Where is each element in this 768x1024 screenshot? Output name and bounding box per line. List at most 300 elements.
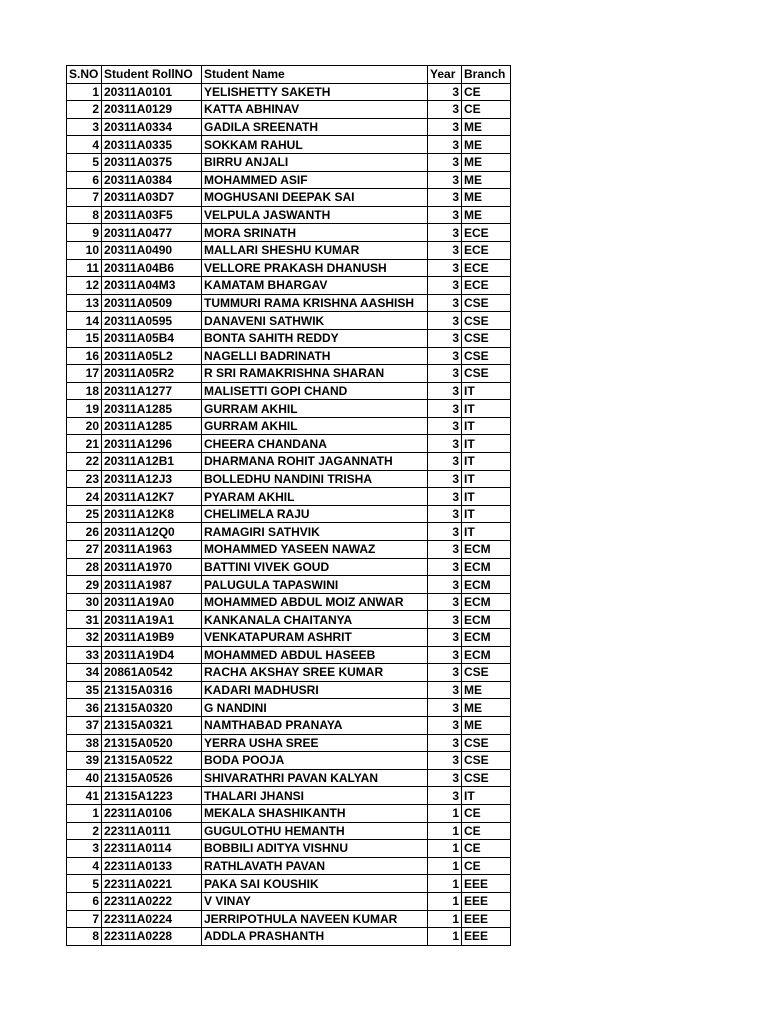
cell-student-name: MEKALA SHASHIKANTH — [202, 804, 428, 822]
cell-student-name: BOBBILI ADITYA VISHNU — [202, 840, 428, 858]
cell-branch: ME — [462, 699, 511, 717]
cell-student-name: R SRI RAMAKRISHNA SHARAN — [202, 365, 428, 383]
header-sno: S.NO — [67, 66, 102, 84]
cell-branch: IT — [462, 382, 511, 400]
cell-roll-no: 20311A1285 — [102, 417, 202, 435]
cell-student-name: BATTINI VIVEK GOUD — [202, 558, 428, 576]
cell-sno: 40 — [67, 769, 102, 787]
table-row — [67, 629, 511, 647]
cell-sno: 24 — [67, 488, 102, 506]
cell-student-name: GADILA SREENATH — [202, 118, 428, 136]
table-row — [67, 118, 511, 136]
cell-sno: 39 — [67, 752, 102, 770]
cell-year: 3 — [428, 382, 462, 400]
cell-year: 3 — [428, 593, 462, 611]
cell-student-name: BONTA SAHITH REDDY — [202, 329, 428, 347]
cell-branch: ME — [462, 153, 511, 171]
cell-sno: 29 — [67, 576, 102, 594]
cell-branch: EEE — [462, 910, 511, 928]
cell-year: 3 — [428, 629, 462, 647]
cell-roll-no: 20311A0334 — [102, 118, 202, 136]
table-row — [67, 329, 511, 347]
cell-year: 3 — [428, 716, 462, 734]
cell-student-name: VELLORE PRAKASH DHANUSH — [202, 259, 428, 277]
cell-branch: ME — [462, 681, 511, 699]
cell-sno: 19 — [67, 400, 102, 418]
cell-year: 3 — [428, 171, 462, 189]
cell-branch: IT — [462, 488, 511, 506]
cell-sno: 37 — [67, 716, 102, 734]
cell-branch: ME — [462, 189, 511, 207]
cell-year: 3 — [428, 787, 462, 805]
cell-roll-no: 21315A0316 — [102, 681, 202, 699]
table-row — [67, 365, 511, 383]
cell-year: 1 — [428, 875, 462, 893]
cell-branch: ECM — [462, 558, 511, 576]
cell-year: 3 — [428, 488, 462, 506]
table-row — [67, 822, 511, 840]
cell-student-name: THALARI JHANSI — [202, 787, 428, 805]
table-row — [67, 83, 511, 101]
cell-roll-no: 21315A0321 — [102, 716, 202, 734]
cell-sno: 23 — [67, 470, 102, 488]
cell-student-name: MOHAMMED ABDUL MOIZ ANWAR — [202, 593, 428, 611]
cell-branch: IT — [462, 470, 511, 488]
cell-sno: 38 — [67, 734, 102, 752]
table-row — [67, 857, 511, 875]
header-row — [67, 66, 511, 84]
table-row — [67, 153, 511, 171]
cell-roll-no: 20311A05R2 — [102, 365, 202, 383]
table-row — [67, 664, 511, 682]
cell-year: 3 — [428, 83, 462, 101]
cell-sno: 18 — [67, 382, 102, 400]
cell-branch: ECM — [462, 541, 511, 559]
cell-branch: CSE — [462, 365, 511, 383]
table-row — [67, 716, 511, 734]
cell-year: 3 — [428, 453, 462, 471]
cell-roll-no: 20311A19D4 — [102, 646, 202, 664]
cell-year: 3 — [428, 294, 462, 312]
cell-sno: 4 — [67, 857, 102, 875]
cell-student-name: YELISHETTY SAKETH — [202, 83, 428, 101]
cell-student-name: SHIVARATHRI PAVAN KALYAN — [202, 769, 428, 787]
cell-roll-no: 22311A0106 — [102, 804, 202, 822]
cell-sno: 6 — [67, 892, 102, 910]
cell-year: 3 — [428, 206, 462, 224]
cell-roll-no: 20311A0101 — [102, 83, 202, 101]
cell-roll-no: 20311A04B6 — [102, 259, 202, 277]
cell-branch: CSE — [462, 312, 511, 330]
cell-student-name: MOHAMMED YASEEN NAWAZ — [202, 541, 428, 559]
cell-year: 3 — [428, 505, 462, 523]
cell-year: 3 — [428, 189, 462, 207]
cell-branch: CSE — [462, 769, 511, 787]
cell-roll-no: 20311A03D7 — [102, 189, 202, 207]
cell-branch: IT — [462, 787, 511, 805]
cell-roll-no: 22311A0221 — [102, 875, 202, 893]
cell-year: 1 — [428, 804, 462, 822]
table-row — [67, 804, 511, 822]
header-student-name: Student Name — [202, 66, 428, 84]
table-row — [67, 241, 511, 259]
cell-branch: CE — [462, 83, 511, 101]
table-row — [67, 769, 511, 787]
cell-sno: 5 — [67, 875, 102, 893]
table-row — [67, 611, 511, 629]
cell-student-name: KAMATAM BHARGAV — [202, 277, 428, 295]
cell-sno: 35 — [67, 681, 102, 699]
cell-sno: 14 — [67, 312, 102, 330]
cell-roll-no: 20311A12Q0 — [102, 523, 202, 541]
table-row — [67, 840, 511, 858]
cell-roll-no: 20311A0509 — [102, 294, 202, 312]
cell-year: 3 — [428, 576, 462, 594]
table-row — [67, 206, 511, 224]
cell-roll-no: 20311A05L2 — [102, 347, 202, 365]
cell-year: 1 — [428, 857, 462, 875]
cell-branch: ME — [462, 716, 511, 734]
cell-student-name: MOHAMMED ABDUL HASEEB — [202, 646, 428, 664]
cell-branch: CSE — [462, 329, 511, 347]
cell-student-name: VELPULA JASWANTH — [202, 206, 428, 224]
cell-sno: 34 — [67, 664, 102, 682]
cell-branch: CE — [462, 857, 511, 875]
table-row — [67, 224, 511, 242]
cell-roll-no: 20311A0595 — [102, 312, 202, 330]
cell-branch: IT — [462, 523, 511, 541]
cell-roll-no: 20311A1970 — [102, 558, 202, 576]
cell-sno: 8 — [67, 206, 102, 224]
cell-branch: ECM — [462, 611, 511, 629]
cell-year: 3 — [428, 470, 462, 488]
cell-student-name: MALLARI SHESHU KUMAR — [202, 241, 428, 259]
table-body — [67, 83, 511, 945]
cell-student-name: V VINAY — [202, 892, 428, 910]
cell-roll-no: 21315A0526 — [102, 769, 202, 787]
cell-sno: 6 — [67, 171, 102, 189]
table-row — [67, 752, 511, 770]
cell-roll-no: 20311A1987 — [102, 576, 202, 594]
cell-student-name: ADDLA PRASHANTH — [202, 928, 428, 946]
cell-student-name: BIRRU ANJALI — [202, 153, 428, 171]
cell-year: 1 — [428, 892, 462, 910]
cell-roll-no: 21315A0520 — [102, 734, 202, 752]
cell-year: 1 — [428, 910, 462, 928]
cell-branch: CE — [462, 804, 511, 822]
cell-roll-no: 20311A05B4 — [102, 329, 202, 347]
cell-sno: 20 — [67, 417, 102, 435]
cell-branch: IT — [462, 505, 511, 523]
table-row — [67, 593, 511, 611]
cell-year: 3 — [428, 118, 462, 136]
cell-roll-no: 20311A0477 — [102, 224, 202, 242]
cell-student-name: PAKA SAI KOUSHIK — [202, 875, 428, 893]
student-list-sheet — [66, 65, 511, 946]
cell-student-name: RAMAGIRI SATHVIK — [202, 523, 428, 541]
cell-sno: 4 — [67, 136, 102, 154]
cell-sno: 7 — [67, 189, 102, 207]
cell-sno: 16 — [67, 347, 102, 365]
cell-year: 3 — [428, 734, 462, 752]
cell-student-name: MOGHUSANI DEEPAK SAI — [202, 189, 428, 207]
cell-roll-no: 22311A0222 — [102, 892, 202, 910]
cell-roll-no: 22311A0111 — [102, 822, 202, 840]
cell-student-name: GUGULOTHU HEMANTH — [202, 822, 428, 840]
cell-year: 3 — [428, 259, 462, 277]
cell-year: 1 — [428, 822, 462, 840]
cell-student-name: MOHAMMED ASIF — [202, 171, 428, 189]
cell-sno: 36 — [67, 699, 102, 717]
cell-roll-no: 20311A04M3 — [102, 277, 202, 295]
header-year: Year — [428, 66, 462, 84]
cell-student-name: DHARMANA ROHIT JAGANNATH — [202, 453, 428, 471]
cell-year: 3 — [428, 646, 462, 664]
cell-roll-no: 20311A0375 — [102, 153, 202, 171]
cell-student-name: CHELIMELA RAJU — [202, 505, 428, 523]
cell-student-name: SOKKAM RAHUL — [202, 136, 428, 154]
cell-year: 3 — [428, 681, 462, 699]
cell-student-name: MORA SRINATH — [202, 224, 428, 242]
table-row — [67, 541, 511, 559]
header-roll-no: Student RollNO — [102, 66, 202, 84]
cell-roll-no: 20311A0129 — [102, 101, 202, 119]
table-row — [67, 875, 511, 893]
cell-year: 3 — [428, 241, 462, 259]
cell-student-name: BODA POOJA — [202, 752, 428, 770]
cell-roll-no: 22311A0133 — [102, 857, 202, 875]
cell-year: 3 — [428, 417, 462, 435]
cell-branch: CSE — [462, 752, 511, 770]
cell-student-name: KANKANALA CHAITANYA — [202, 611, 428, 629]
cell-sno: 1 — [67, 804, 102, 822]
cell-sno: 1 — [67, 83, 102, 101]
student-table — [66, 65, 511, 946]
cell-roll-no: 20311A1277 — [102, 382, 202, 400]
cell-branch: ECE — [462, 259, 511, 277]
cell-sno: 26 — [67, 523, 102, 541]
cell-student-name: RACHA AKSHAY SREE KUMAR — [202, 664, 428, 682]
cell-student-name: DANAVENI SATHWIK — [202, 312, 428, 330]
table-row — [67, 189, 511, 207]
cell-year: 3 — [428, 365, 462, 383]
cell-branch: IT — [462, 453, 511, 471]
cell-branch: ECM — [462, 593, 511, 611]
cell-roll-no: 20311A0490 — [102, 241, 202, 259]
table-row — [67, 171, 511, 189]
cell-sno: 9 — [67, 224, 102, 242]
header-branch: Branch — [462, 66, 511, 84]
cell-student-name: NAMTHABAD PRANAYA — [202, 716, 428, 734]
cell-student-name: KADARI MADHUSRI — [202, 681, 428, 699]
cell-roll-no: 20861A0542 — [102, 664, 202, 682]
cell-student-name: VENKATAPURAM ASHRIT — [202, 629, 428, 647]
cell-year: 3 — [428, 769, 462, 787]
cell-year: 3 — [428, 153, 462, 171]
cell-roll-no: 22311A0224 — [102, 910, 202, 928]
cell-student-name: CHEERA CHANDANA — [202, 435, 428, 453]
cell-branch: IT — [462, 400, 511, 418]
cell-roll-no: 20311A19A1 — [102, 611, 202, 629]
cell-sno: 3 — [67, 840, 102, 858]
table-row — [67, 558, 511, 576]
cell-year: 3 — [428, 752, 462, 770]
table-row — [67, 453, 511, 471]
cell-student-name: NAGELLI BADRINATH — [202, 347, 428, 365]
cell-roll-no: 20311A1285 — [102, 400, 202, 418]
cell-sno: 21 — [67, 435, 102, 453]
cell-year: 3 — [428, 558, 462, 576]
cell-student-name: YERRA USHA SREE — [202, 734, 428, 752]
cell-year: 3 — [428, 277, 462, 295]
cell-branch: ECE — [462, 241, 511, 259]
cell-student-name: TUMMURI RAMA KRISHNA AASHISH — [202, 294, 428, 312]
cell-sno: 31 — [67, 611, 102, 629]
cell-sno: 8 — [67, 928, 102, 946]
cell-year: 3 — [428, 101, 462, 119]
cell-roll-no: 21315A0522 — [102, 752, 202, 770]
cell-student-name: MALISETTI GOPI CHAND — [202, 382, 428, 400]
cell-sno: 30 — [67, 593, 102, 611]
cell-roll-no: 20311A12J3 — [102, 470, 202, 488]
cell-roll-no: 20311A0335 — [102, 136, 202, 154]
cell-student-name: PYARAM AKHIL — [202, 488, 428, 506]
cell-roll-no: 20311A0384 — [102, 171, 202, 189]
cell-sno: 12 — [67, 277, 102, 295]
cell-sno: 13 — [67, 294, 102, 312]
cell-student-name: GURRAM AKHIL — [202, 400, 428, 418]
cell-roll-no: 22311A0114 — [102, 840, 202, 858]
cell-year: 3 — [428, 523, 462, 541]
cell-student-name: G NANDINI — [202, 699, 428, 717]
cell-roll-no: 20311A12B1 — [102, 453, 202, 471]
cell-year: 3 — [428, 541, 462, 559]
cell-branch: ME — [462, 206, 511, 224]
cell-branch: CSE — [462, 294, 511, 312]
cell-branch: ECM — [462, 646, 511, 664]
table-row — [67, 347, 511, 365]
table-row — [67, 101, 511, 119]
table-row — [67, 523, 511, 541]
cell-year: 3 — [428, 699, 462, 717]
cell-roll-no: 20311A19B9 — [102, 629, 202, 647]
cell-branch: EEE — [462, 875, 511, 893]
cell-year: 3 — [428, 347, 462, 365]
cell-branch: IT — [462, 435, 511, 453]
cell-roll-no: 22311A0228 — [102, 928, 202, 946]
cell-sno: 3 — [67, 118, 102, 136]
table-row — [67, 787, 511, 805]
cell-sno: 10 — [67, 241, 102, 259]
cell-roll-no: 20311A12K8 — [102, 505, 202, 523]
cell-student-name: BOLLEDHU NANDINI TRISHA — [202, 470, 428, 488]
table-row — [67, 928, 511, 946]
table-row — [67, 417, 511, 435]
cell-sno: 22 — [67, 453, 102, 471]
cell-sno: 7 — [67, 910, 102, 928]
cell-student-name: KATTA ABHINAV — [202, 101, 428, 119]
cell-year: 3 — [428, 611, 462, 629]
cell-student-name: PALUGULA TAPASWINI — [202, 576, 428, 594]
cell-year: 3 — [428, 400, 462, 418]
cell-sno: 28 — [67, 558, 102, 576]
cell-branch: ME — [462, 136, 511, 154]
table-row — [67, 259, 511, 277]
table-row — [67, 488, 511, 506]
cell-roll-no: 21315A1223 — [102, 787, 202, 805]
cell-student-name: JERRIPOTHULA NAVEEN KUMAR — [202, 910, 428, 928]
cell-year: 3 — [428, 224, 462, 242]
cell-roll-no: 20311A19A0 — [102, 593, 202, 611]
cell-sno: 25 — [67, 505, 102, 523]
cell-roll-no: 20311A1963 — [102, 541, 202, 559]
table-row — [67, 470, 511, 488]
table-row — [67, 136, 511, 154]
cell-student-name: GURRAM AKHIL — [202, 417, 428, 435]
cell-branch: CE — [462, 822, 511, 840]
cell-sno: 15 — [67, 329, 102, 347]
cell-sno: 5 — [67, 153, 102, 171]
table-row — [67, 576, 511, 594]
table-row — [67, 699, 511, 717]
cell-roll-no: 20311A03F5 — [102, 206, 202, 224]
cell-branch: ME — [462, 171, 511, 189]
cell-sno: 27 — [67, 541, 102, 559]
table-row — [67, 910, 511, 928]
cell-branch: CSE — [462, 664, 511, 682]
cell-roll-no: 21315A0320 — [102, 699, 202, 717]
cell-year: 3 — [428, 312, 462, 330]
cell-branch: IT — [462, 417, 511, 435]
cell-branch: EEE — [462, 928, 511, 946]
cell-sno: 11 — [67, 259, 102, 277]
table-row — [67, 646, 511, 664]
table-row — [67, 892, 511, 910]
cell-year: 3 — [428, 136, 462, 154]
cell-branch: CE — [462, 101, 511, 119]
cell-sno: 2 — [67, 101, 102, 119]
cell-year: 3 — [428, 664, 462, 682]
cell-branch: ECM — [462, 576, 511, 594]
cell-sno: 33 — [67, 646, 102, 664]
table-row — [67, 400, 511, 418]
table-row — [67, 382, 511, 400]
table-row — [67, 435, 511, 453]
cell-year: 1 — [428, 928, 462, 946]
table-row — [67, 277, 511, 295]
table-row — [67, 505, 511, 523]
cell-branch: ECM — [462, 629, 511, 647]
table-row — [67, 312, 511, 330]
cell-branch: EEE — [462, 892, 511, 910]
cell-sno: 2 — [67, 822, 102, 840]
cell-student-name: RATHLAVATH PAVAN — [202, 857, 428, 875]
cell-branch: ME — [462, 118, 511, 136]
cell-branch: CSE — [462, 347, 511, 365]
cell-roll-no: 20311A1296 — [102, 435, 202, 453]
cell-branch: CE — [462, 840, 511, 858]
table-row — [67, 681, 511, 699]
cell-roll-no: 20311A12K7 — [102, 488, 202, 506]
cell-branch: ECE — [462, 277, 511, 295]
cell-year: 3 — [428, 329, 462, 347]
cell-year: 1 — [428, 840, 462, 858]
cell-branch: CSE — [462, 734, 511, 752]
table-row — [67, 734, 511, 752]
cell-sno: 41 — [67, 787, 102, 805]
cell-branch: ECE — [462, 224, 511, 242]
cell-year: 3 — [428, 435, 462, 453]
